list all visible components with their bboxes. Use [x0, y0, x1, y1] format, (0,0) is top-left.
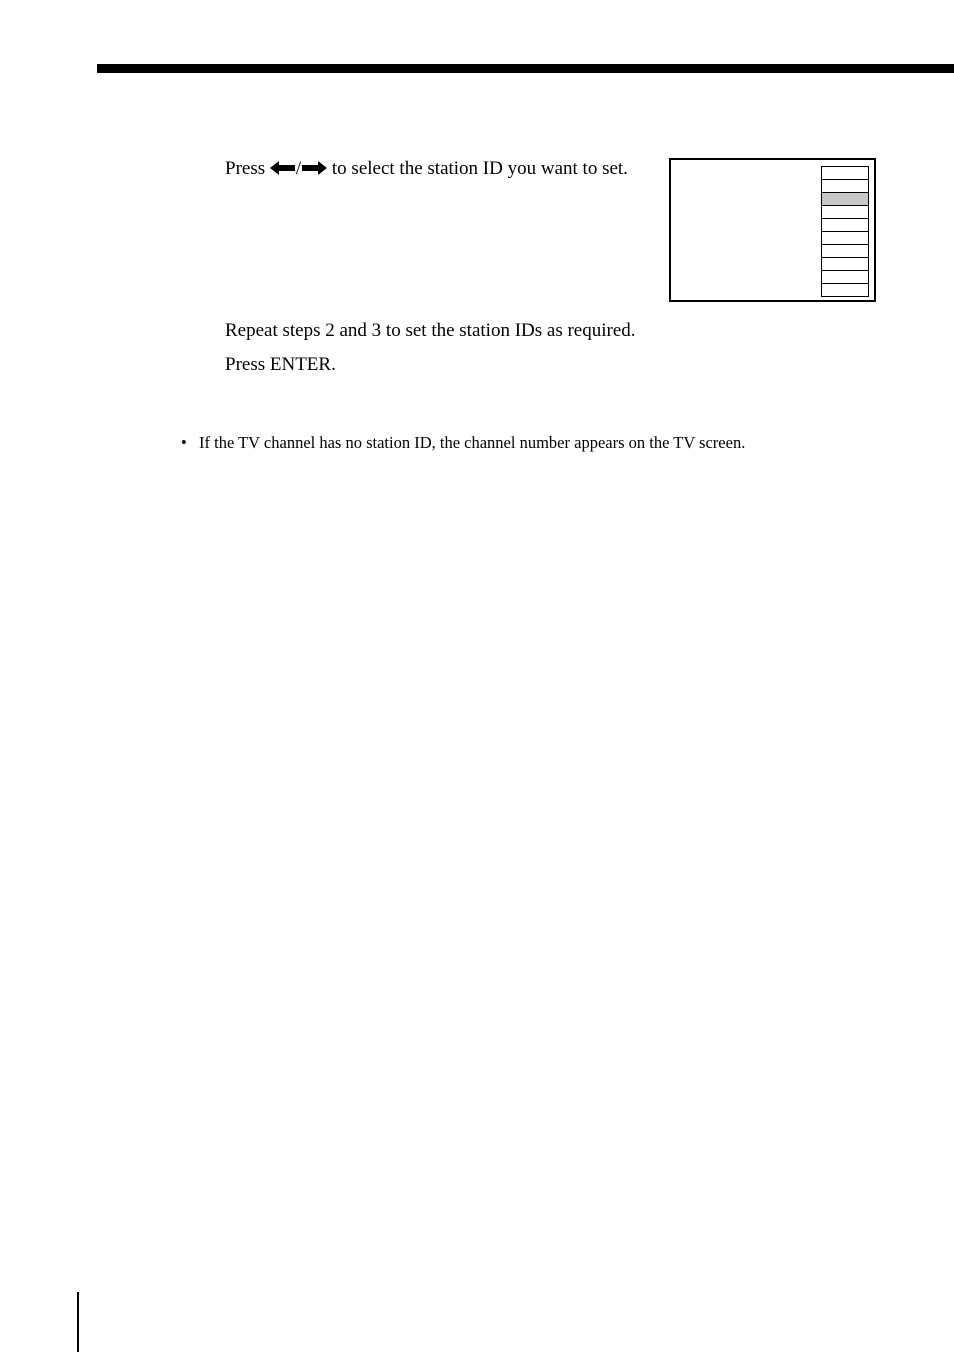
left-arrow-icon [270, 161, 295, 175]
station-id-slot [822, 258, 868, 271]
station-id-slot-selected [822, 193, 868, 206]
right-arrow-icon [302, 161, 327, 175]
step-5-instruction: Press ENTER. [225, 354, 336, 375]
step-3-text: to select the station ID you want to set. [331, 158, 628, 179]
header-rule [97, 64, 954, 73]
station-id-slot [822, 206, 868, 219]
station-id-slot [822, 245, 868, 258]
station-id-slots [821, 166, 869, 297]
station-id-slot [822, 284, 868, 297]
step-3-instruction [225, 157, 650, 181]
page-margin-rule [77, 1292, 79, 1352]
step-3-press-word: Press [225, 158, 266, 179]
note-text: If the TV channel has no station ID, the channel number appears on the TV screen. [199, 432, 746, 452]
tv-screen-illustration [669, 158, 876, 302]
station-id-slot [822, 271, 868, 284]
note-item [181, 431, 881, 455]
station-id-slot [822, 219, 868, 232]
arrow-separator: / [295, 158, 302, 179]
step-4-instruction: Repeat steps 2 and 3 to set the station IDs as required. [225, 320, 636, 341]
station-id-slot [822, 232, 868, 245]
station-id-slot [822, 167, 868, 180]
note-bullet: • [181, 432, 187, 452]
station-id-slot [822, 180, 868, 193]
